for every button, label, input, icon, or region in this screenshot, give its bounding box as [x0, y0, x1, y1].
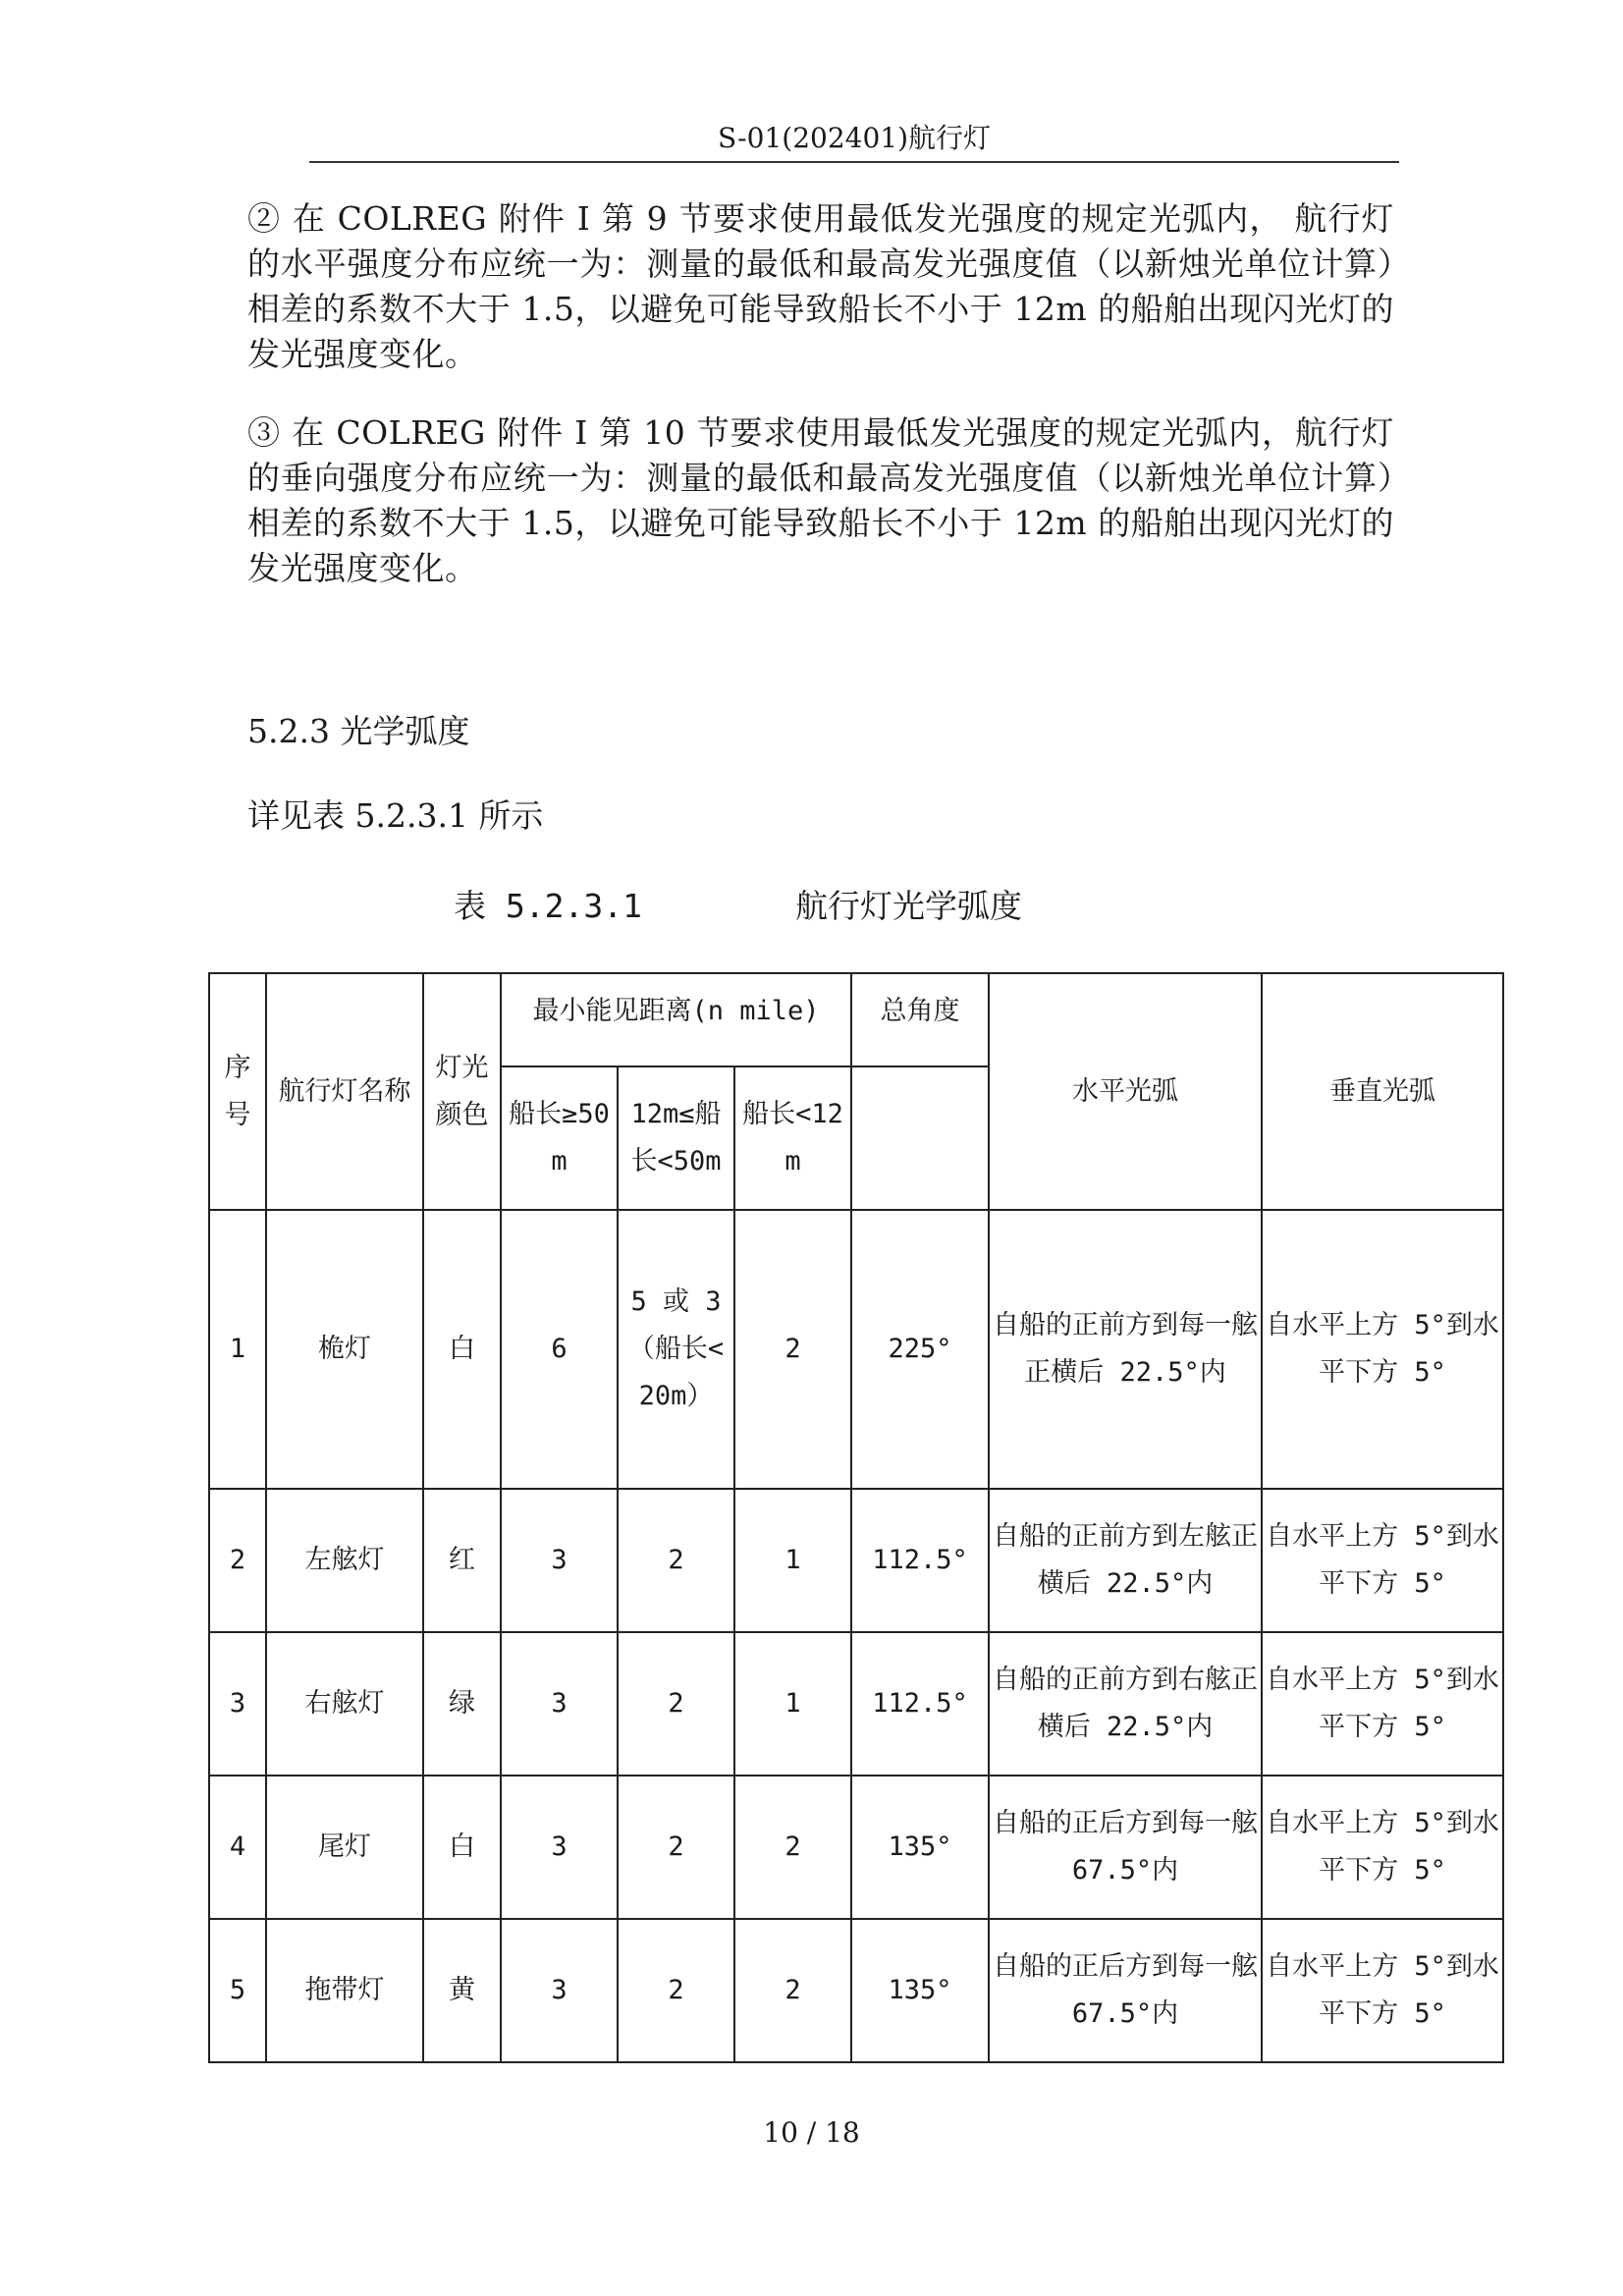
cell-vertical: 自水平上方 5°到水平下方 5°: [1262, 1919, 1503, 2062]
table-caption-title: 航行灯光学弧度: [795, 887, 1022, 925]
header-min-distance: 最小能见距离(n mile): [501, 973, 851, 1066]
header-total-angle-empty: [851, 1066, 989, 1210]
cell-dlt12: 1: [734, 1489, 851, 1632]
table-caption: [454, 884, 1022, 929]
page-header: S-01(202401)航行灯: [309, 116, 1399, 163]
cell-d12: 2: [618, 1632, 734, 1776]
header-name: 航行灯名称: [266, 973, 423, 1210]
cell-seq: 5: [209, 1919, 266, 2062]
cell-color: 白: [423, 1210, 501, 1489]
cell-name: 尾灯: [266, 1776, 423, 1919]
cell-color: 白: [423, 1776, 501, 1919]
cell-color: 黄: [423, 1919, 501, 2062]
table-caption-number: 表 5.2.3.1: [454, 887, 642, 925]
cell-seq: 1: [209, 1210, 266, 1489]
cell-vertical: 自水平上方 5°到水平下方 5°: [1262, 1776, 1503, 1919]
cell-d50: 3: [501, 1632, 618, 1776]
section-heading: 5.2.3 光学弧度: [247, 712, 470, 750]
table-row: [209, 1919, 1503, 2062]
cell-d50: 3: [501, 1489, 618, 1632]
cell-vertical: 自水平上方 5°到水平下方 5°: [1262, 1210, 1503, 1489]
cell-name: 左舷灯: [266, 1489, 423, 1632]
cell-dlt12: 1: [734, 1632, 851, 1776]
cell-horizontal: 自船的正前方到每一舷正横后 22.5°内: [989, 1210, 1262, 1489]
header-horizontal-arc: 水平光弧: [989, 973, 1262, 1210]
cell-dlt12: 2: [734, 1210, 851, 1489]
header-total-angle: 总角度: [851, 973, 989, 1066]
cell-d12: 2: [618, 1919, 734, 2062]
table-row: [209, 1210, 1503, 1489]
header-color: 灯光颜色: [423, 973, 501, 1210]
paragraph-vertical-intensity: ③ 在 COLREG 附件 I 第 10 节要求使用最低发光强度的规定光弧内，航行灯的垂向强度分布应统一为：测量的最低和最高发光强度值（以新烛光单位计算）相差的系数不大于 1.5，以避免可能导致船长不小于 12m 的船舶出现闪光灯的发光强度变化。: [247, 413, 1394, 587]
cell-name: 右舷灯: [266, 1632, 423, 1776]
navigation-light-arc-table: [208, 972, 1504, 2063]
cell-d50: 3: [501, 1776, 618, 1919]
table-row: [209, 1776, 1503, 1919]
cell-angle: 135°: [851, 1776, 989, 1919]
cell-vertical: 自水平上方 5°到水平下方 5°: [1262, 1632, 1503, 1776]
cell-vertical: 自水平上方 5°到水平下方 5°: [1262, 1489, 1503, 1632]
cell-color: 绿: [423, 1632, 501, 1776]
cell-name: 桅灯: [266, 1210, 423, 1489]
cell-d12: 2: [618, 1776, 734, 1919]
cell-horizontal: 自船的正后方到每一舷 67.5°内: [989, 1776, 1262, 1919]
cell-angle: 112.5°: [851, 1632, 989, 1776]
cell-angle: 112.5°: [851, 1489, 989, 1632]
cell-name: 拖带灯: [266, 1919, 423, 2062]
cell-d12: 5 或 3（船长<20m）: [618, 1210, 734, 1489]
cell-seq: 4: [209, 1776, 266, 1919]
header-len-12-50: 12m≤船长<50m: [618, 1066, 734, 1210]
header-len-ge50: 船长≥50m: [501, 1066, 618, 1210]
cell-d50: 3: [501, 1919, 618, 2062]
paragraph-horizontal-intensity: ② 在 COLREG 附件 I 第 9 节要求使用最低发光强度的规定光弧内， 航行灯的水平强度分布应统一为：测量的最低和最高发光强度值（以新烛光单位计算）相差的系数不大于 1.5，以避免可能导致船长不小于 12m 的船舶出现闪光灯的发光强度变化。: [247, 199, 1394, 373]
cell-d50: 6: [501, 1210, 618, 1489]
page-number: 10 / 18: [763, 2116, 860, 2149]
header-vertical-arc: 垂直光弧: [1262, 973, 1503, 1210]
cell-dlt12: 2: [734, 1776, 851, 1919]
cell-d12: 2: [618, 1489, 734, 1632]
cell-horizontal: 自船的正后方到每一舷 67.5°内: [989, 1919, 1262, 2062]
cell-horizontal: 自船的正前方到右舷正横后 22.5°内: [989, 1632, 1262, 1776]
cell-seq: 3: [209, 1632, 266, 1776]
table-row: [209, 1489, 1503, 1632]
cell-color: 红: [423, 1489, 501, 1632]
header-seq: 序号: [209, 973, 266, 1210]
cell-angle: 225°: [851, 1210, 989, 1489]
header-len-lt12: 船长<12m: [734, 1066, 851, 1210]
table-reference: 详见表 5.2.3.1 所示: [247, 796, 544, 835]
cell-seq: 2: [209, 1489, 266, 1632]
cell-dlt12: 2: [734, 1919, 851, 2062]
table-row: [209, 1632, 1503, 1776]
cell-horizontal: 自船的正前方到左舷正横后 22.5°内: [989, 1489, 1262, 1632]
cell-angle: 135°: [851, 1919, 989, 2062]
